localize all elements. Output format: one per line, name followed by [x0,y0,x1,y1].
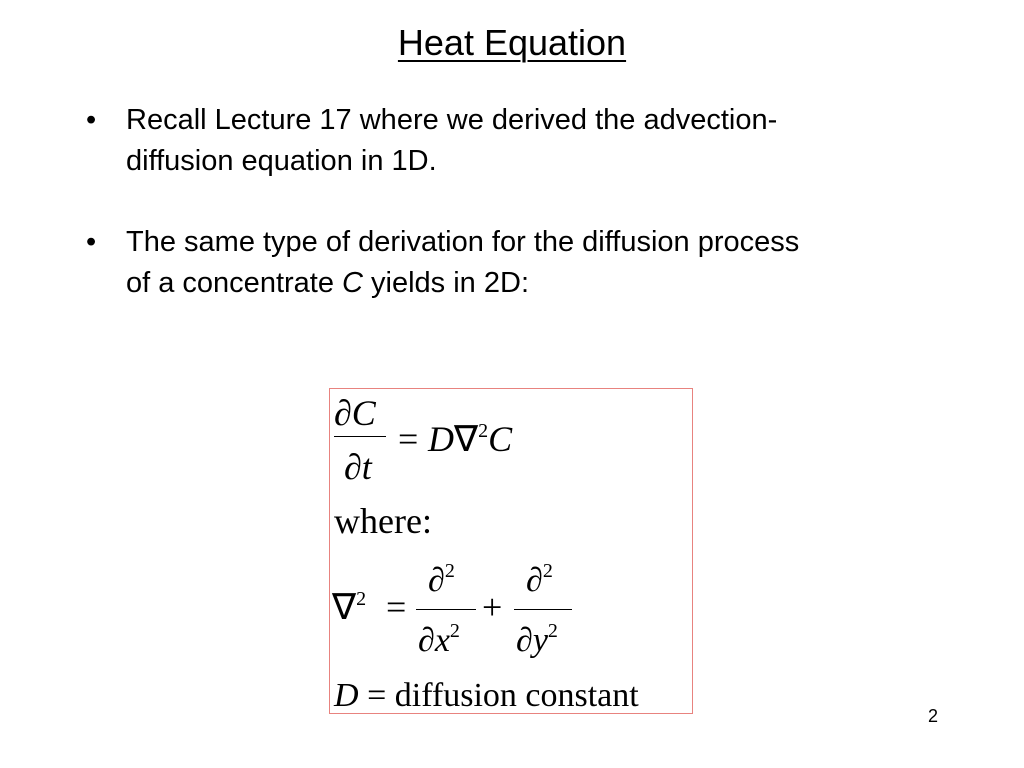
plus-sign: + [482,587,503,627]
slide-title: Heat Equation [397,22,627,63]
bullet-list [86,100,966,344]
bullet-1-line-2: diffusion equation in 1D. [126,145,437,177]
bullet-item-1 [86,100,966,182]
where-label: where: [334,501,432,541]
equation-box [329,388,693,714]
d-definition: D = diffusion constant [334,677,639,714]
bullet-icon: • [86,226,97,258]
page-number: 2 [927,706,938,726]
bullet-1-line-1: Recall Lecture 17 where we derived the advection- [126,104,778,136]
fraction-bar [416,609,476,610]
numerator-d2-x: ∂$^2$ [428,560,455,599]
denominator-dt: ∂t [344,447,372,487]
denominator-dy2: $\partial y^2$ [516,620,558,659]
bullet-2-line-2: of a concentrate C yields in 2D: [126,267,529,299]
denominator-dx2: $\partial x^2$ [418,620,460,659]
bullet-2-line-1: The same type of derivation for the diffusion process [126,226,800,258]
laplacian-symbol: ∇$^2$ [332,587,367,627]
fraction-bar [334,436,386,437]
variable-c: C [342,267,363,299]
diffusion-laplacian-term: D∇$^2$C [428,419,513,459]
equals-sign: = [398,419,419,459]
equals-sign: = [386,587,407,627]
fraction-bar [514,609,572,610]
bullet-icon: • [86,104,97,136]
numerator-d2-y: ∂$^2$ [526,560,553,599]
bullet-item-2 [86,222,966,304]
numerator-dc: ∂C [334,393,376,433]
